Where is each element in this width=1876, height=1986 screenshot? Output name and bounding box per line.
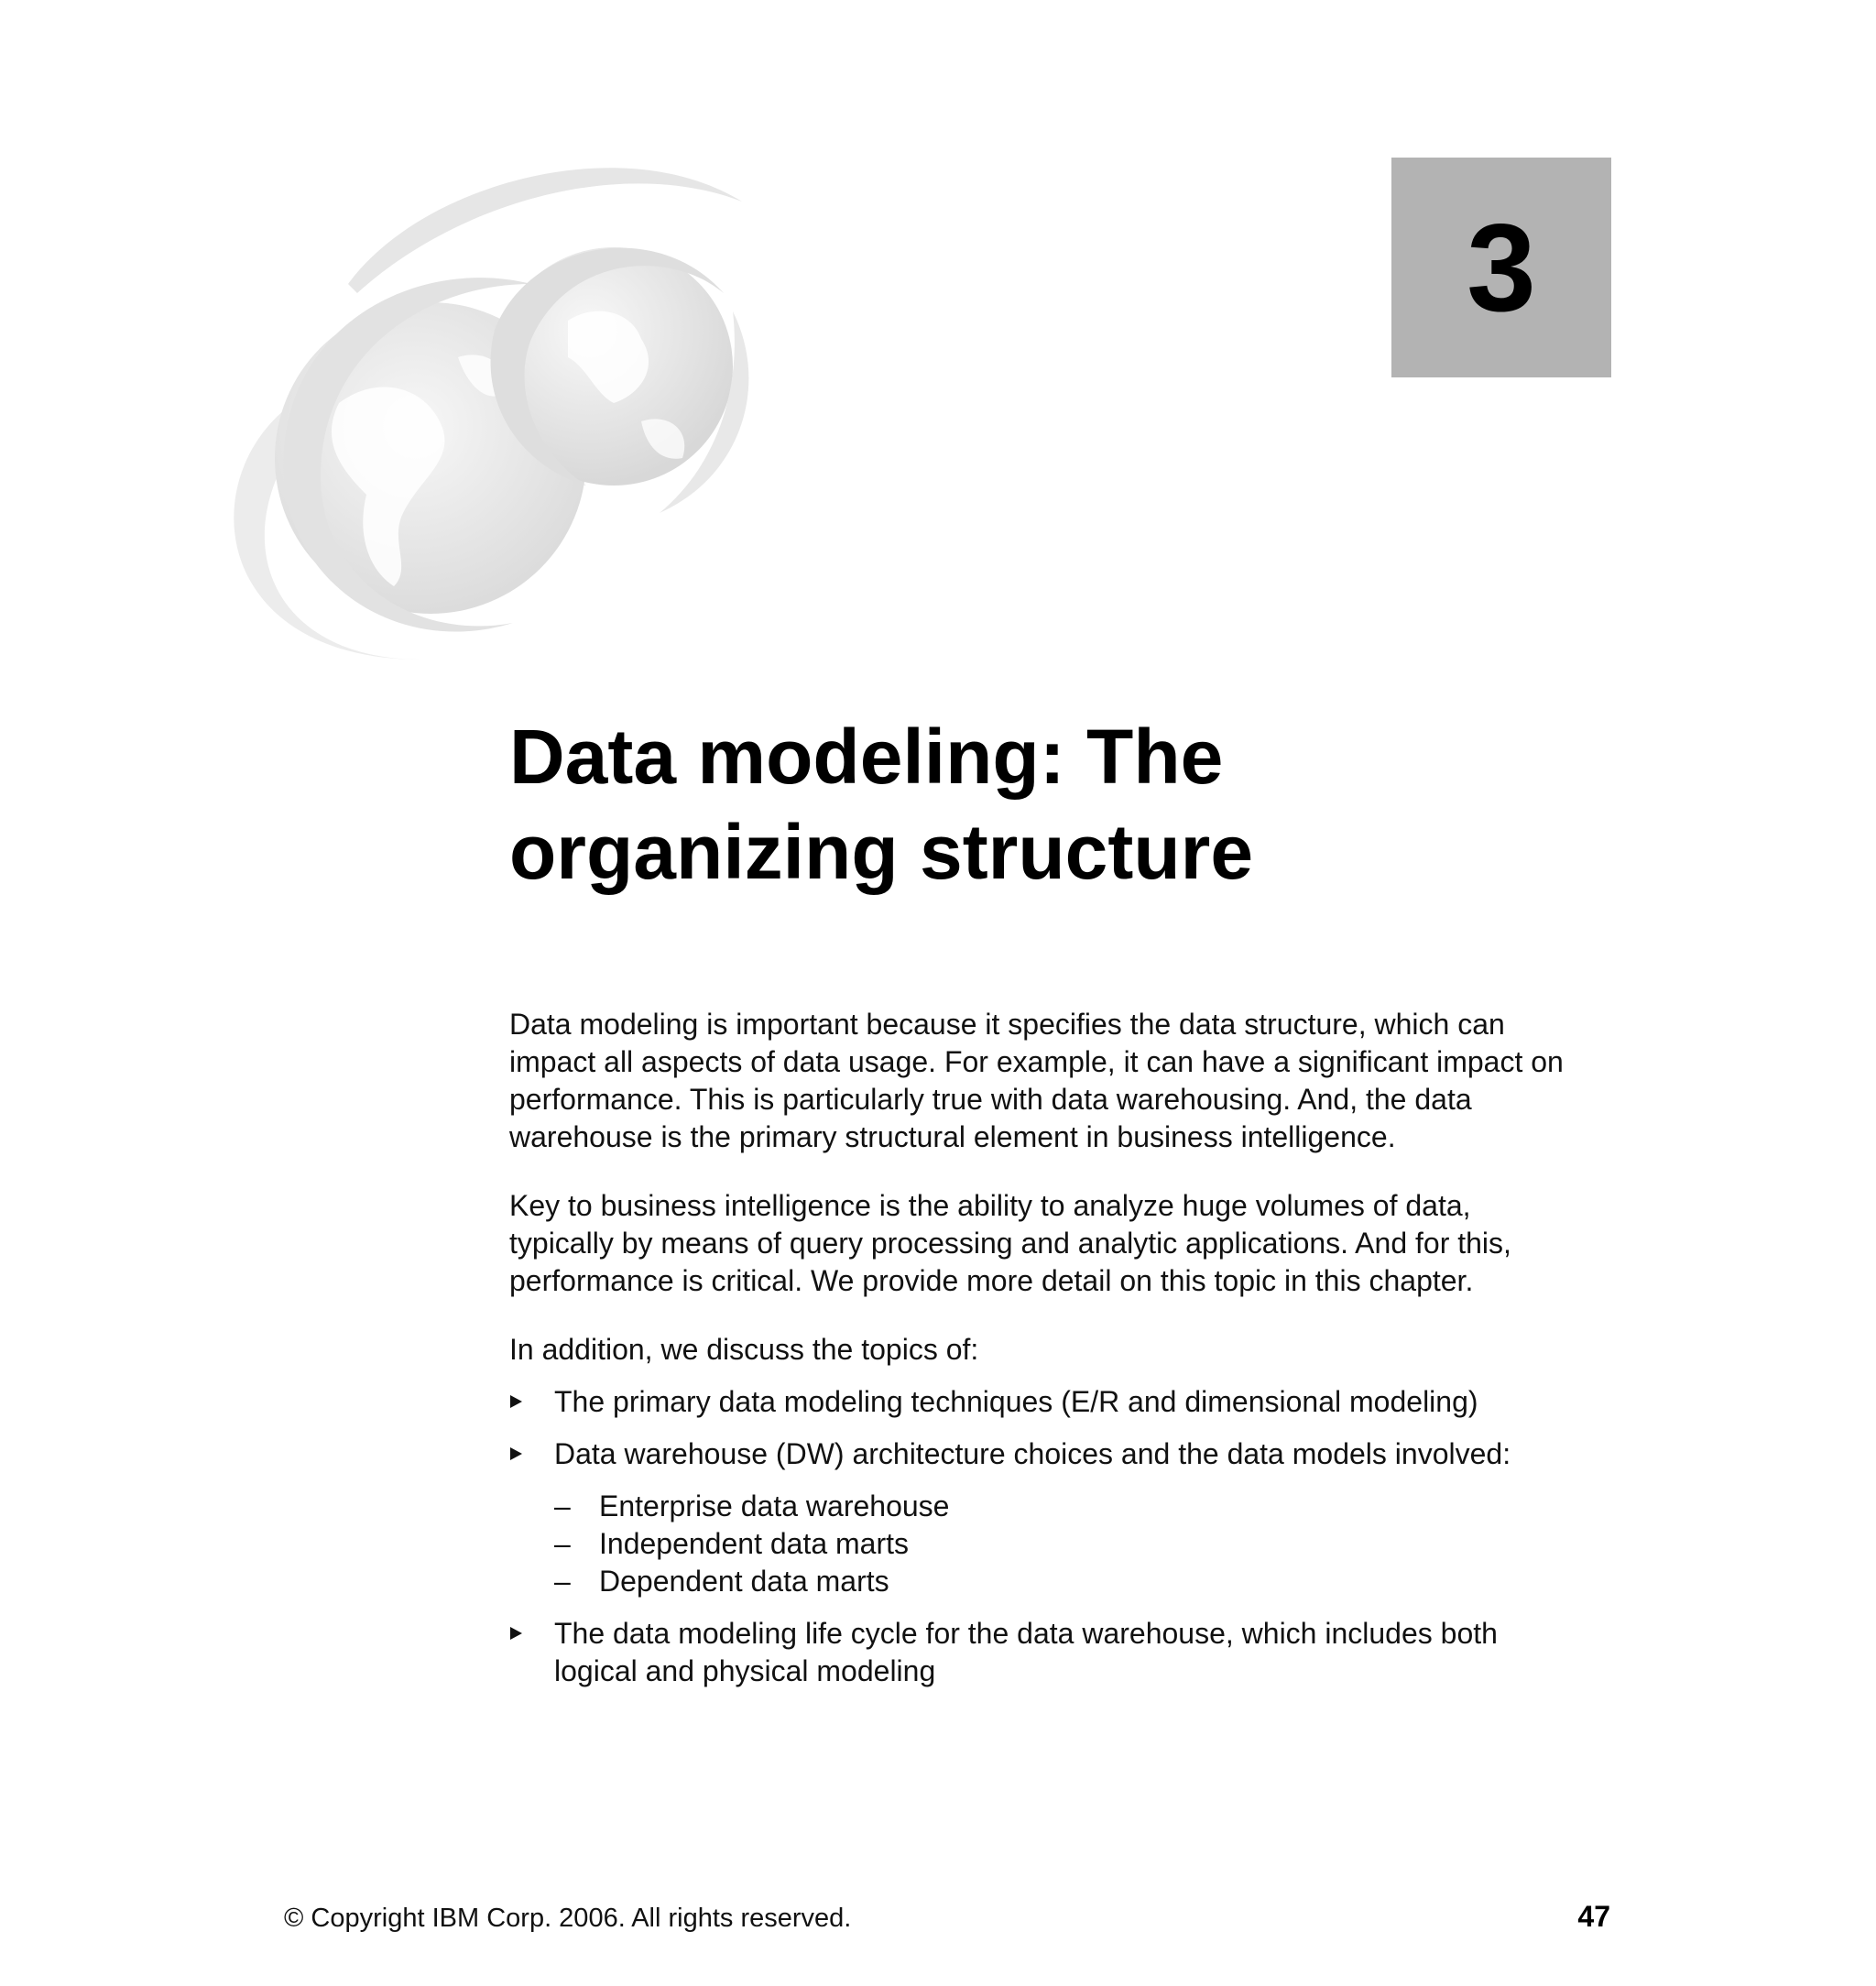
- paragraph-line: performance. This is particularly true with data warehousing. And, the data: [509, 1083, 1472, 1116]
- list-item-text: The primary data modeling techniques (E/R and dimensional modeling): [554, 1385, 1478, 1418]
- paragraph-line: Data modeling is important because it specifies the data structure, which can: [509, 1008, 1505, 1041]
- triangle-right-icon: [510, 1395, 522, 1408]
- dash-glyph: –: [554, 1527, 571, 1560]
- sub-list-item: [554, 1563, 1636, 1600]
- paragraph-line: impact all aspects of data usage. For example, it can have a significant impact on: [509, 1045, 1564, 1078]
- list-item: [509, 1615, 1636, 1690]
- topics-list: [509, 1383, 1636, 1690]
- sub-list-item: [554, 1525, 1636, 1563]
- paragraph-line: In addition, we discuss the topics of:: [509, 1333, 979, 1366]
- intro-paragraph: [509, 1006, 1636, 1156]
- paragraph-line: performance is critical. We provide more detail on this topic in this chapter.: [509, 1264, 1474, 1297]
- footer-copyright: © Copyright IBM Corp. 2006. All rights reserved.: [284, 1904, 852, 1933]
- chapter-number: 3: [1467, 198, 1536, 337]
- topics-lead-paragraph: [509, 1331, 1636, 1369]
- list-item-text: The data modeling life cycle for the data warehouse, which includes both: [554, 1617, 1498, 1650]
- sub-list-item-text: Enterprise data warehouse: [599, 1490, 950, 1522]
- chapter-title: [509, 709, 1700, 900]
- sub-list-item-text: Independent data marts: [599, 1527, 910, 1560]
- chapter-title-line: organizing structure: [509, 809, 1254, 895]
- paragraph-line: warehouse is the primary structural element in business intelligence.: [509, 1120, 1396, 1153]
- list-item-text: Data warehouse (DW) architecture choices and the data models involved:: [554, 1437, 1511, 1470]
- triangle-right-icon: [510, 1447, 522, 1460]
- architecture-sub-list: [554, 1488, 1636, 1600]
- triangle-right-icon: [510, 1627, 522, 1640]
- globe-swirl-logo-icon: [183, 147, 843, 678]
- dash-glyph: –: [554, 1565, 571, 1598]
- sub-list-item-text: Dependent data marts: [599, 1565, 889, 1598]
- dash-glyph: –: [554, 1490, 571, 1522]
- page-number: 47: [1577, 1900, 1610, 1933]
- chapter-title-line: Data modeling: The: [509, 714, 1224, 800]
- sub-list-item: [554, 1488, 1636, 1525]
- list-item: [509, 1383, 1636, 1421]
- paragraph-line: typically by means of query processing and analytic applications. And for this,: [509, 1227, 1511, 1260]
- paragraph-line: Key to business intelligence is the ability to analyze huge volumes of data,: [509, 1189, 1471, 1222]
- chapter-body: [509, 1006, 1636, 1705]
- chapter-number-box: [1391, 158, 1611, 377]
- business-intelligence-paragraph: [509, 1187, 1636, 1300]
- list-item-text: logical and physical modeling: [554, 1654, 936, 1687]
- list-item: [509, 1435, 1636, 1600]
